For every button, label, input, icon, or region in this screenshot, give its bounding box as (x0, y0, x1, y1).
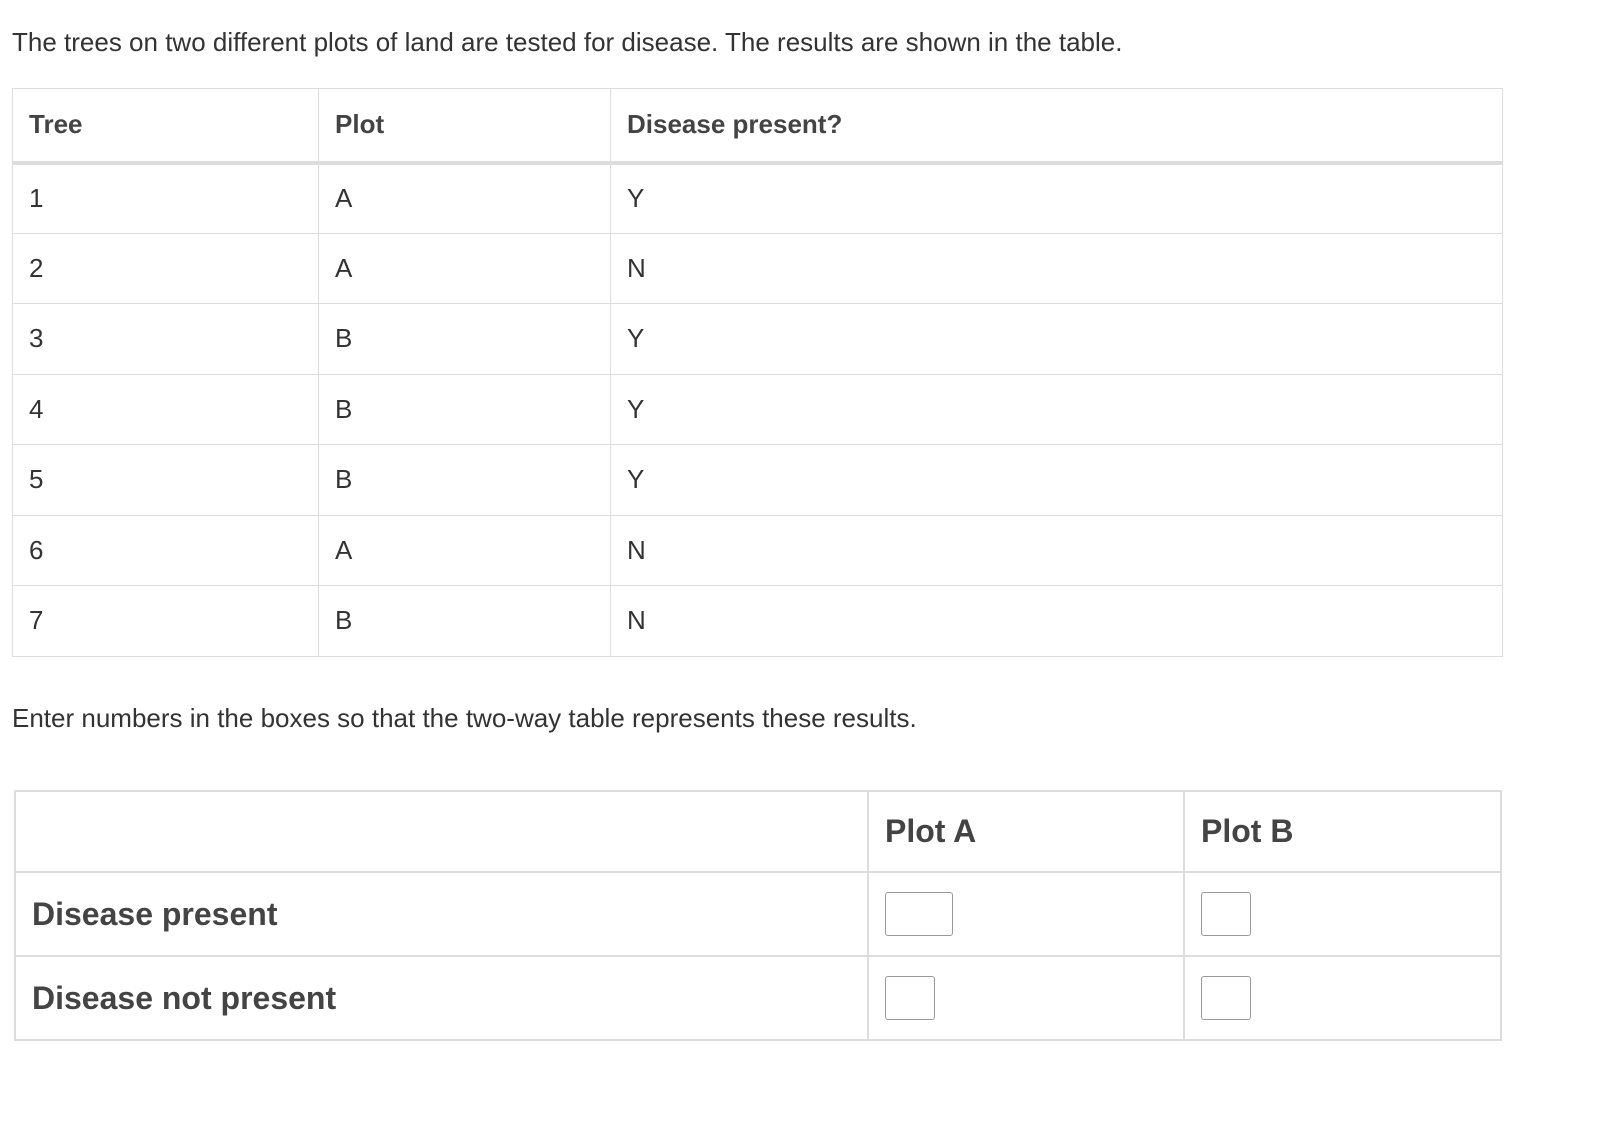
input-not-present-plot-a[interactable] (885, 976, 935, 1020)
row-disease-present (15, 872, 1501, 956)
row-label-disease-present: Disease present (15, 872, 868, 956)
cell-disease: Y (611, 374, 1503, 445)
intro-text: The trees on two different plots of land are tested for disease. The results are shown in the table. (12, 27, 1123, 57)
cell-disease: Y (611, 163, 1503, 234)
cell-tree: 2 (13, 233, 319, 304)
row-disease-not-present (15, 956, 1501, 1040)
results-table (12, 88, 1503, 657)
cell-disease: Y (611, 304, 1503, 375)
cell-plot: B (319, 374, 611, 445)
cell-disease: N (611, 233, 1503, 304)
cell-tree: 1 (13, 163, 319, 234)
cell-not-present-plot-b (1184, 956, 1501, 1040)
input-present-plot-b[interactable] (1201, 892, 1251, 936)
cell-present-plot-a (868, 872, 1184, 956)
cell-disease: N (611, 515, 1503, 586)
cell-present-plot-b (1184, 872, 1501, 956)
table-row (13, 515, 1503, 586)
cell-plot: A (319, 233, 611, 304)
header-plot-b: Plot B (1184, 791, 1501, 872)
corner-cell (15, 791, 868, 872)
two-way-header-row (15, 791, 1501, 872)
cell-tree: 5 (13, 445, 319, 516)
two-way-table (14, 790, 1502, 1041)
header-plot-a: Plot A (868, 791, 1184, 872)
cell-plot: A (319, 163, 611, 234)
header-plot: Plot (319, 89, 611, 163)
input-present-plot-a[interactable] (885, 892, 953, 936)
table-row (13, 586, 1503, 657)
header-tree: Tree (13, 89, 319, 163)
cell-disease: Y (611, 445, 1503, 516)
cell-tree: 7 (13, 586, 319, 657)
cell-plot: A (319, 515, 611, 586)
table-row (13, 304, 1503, 375)
cell-tree: 4 (13, 374, 319, 445)
row-label-disease-not-present: Disease not present (15, 956, 868, 1040)
table-row (13, 233, 1503, 304)
cell-disease: N (611, 586, 1503, 657)
instruction-text: Enter numbers in the boxes so that the two-way table represents these results. (12, 703, 917, 733)
cell-tree: 3 (13, 304, 319, 375)
cell-not-present-plot-a (868, 956, 1184, 1040)
table-row (13, 445, 1503, 516)
results-header-row (13, 89, 1503, 163)
cell-plot: B (319, 445, 611, 516)
table-row (13, 163, 1503, 234)
cell-plot: B (319, 586, 611, 657)
header-disease-present: Disease present? (611, 89, 1503, 163)
table-row (13, 374, 1503, 445)
cell-plot: B (319, 304, 611, 375)
cell-tree: 6 (13, 515, 319, 586)
input-not-present-plot-b[interactable] (1201, 976, 1251, 1020)
